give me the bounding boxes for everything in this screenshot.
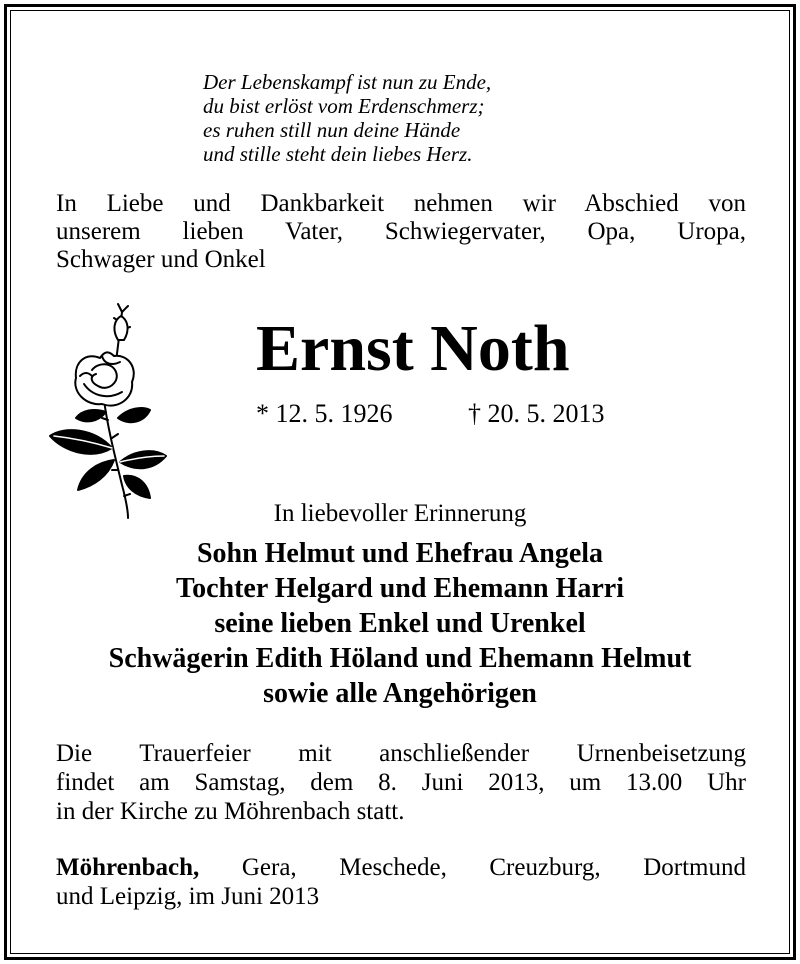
place-line [56, 853, 746, 882]
place-date [56, 853, 746, 911]
intro-line: unserem lieben Vater, Schwiegervater, Opa, Uropa, [56, 218, 746, 245]
intro-text [56, 190, 746, 274]
ceremony-text [56, 739, 746, 826]
memory-line: In liebevoller Erinnerung [273, 500, 527, 527]
place-rest: Gera, Meschede, Creuzburg, Dortmund [199, 854, 746, 881]
family-line: Sohn Helmut und Ehefrau Angela [196, 538, 604, 569]
family-line: seine lieben Enkel und Urenkel [214, 608, 586, 639]
ceremony-line: in der Kirche zu Möhrenbach statt. [56, 798, 405, 825]
family-list [40, 536, 760, 711]
intro-line: In Liebe und Dankbarkeit nehmen wir Abschied von [56, 190, 746, 217]
birth-date: * 12. 5. 1926 [256, 399, 393, 428]
family-line: sowie alle Angehörigen [263, 678, 537, 709]
poem-line: Der Lebenskampf ist nun zu Ende, [203, 70, 492, 94]
poem-line: und stille steht dein liebes Herz. [203, 142, 473, 166]
death-date: † 20. 5. 2013 [468, 399, 605, 428]
intro-line: Schwager und Onkel [56, 246, 266, 273]
place-line: und Leipzig, im Juni 2013 [56, 883, 320, 910]
place-bold: Möhrenbach, [56, 854, 200, 881]
family-line: Schwägerin Edith Höland und Ehemann Helmut [108, 643, 692, 674]
family-line: Tochter Helgard und Ehemann Harri [175, 573, 625, 604]
poem [203, 70, 623, 166]
ceremony-line: Die Trauerfeier mit anschließender Urnenbeisetzung [56, 740, 746, 767]
poem-line: es ruhen still nun deine Hände [203, 118, 461, 142]
rose-icon [42, 300, 172, 520]
ceremony-line: findet am Samstag, dem 8. Juni 2013, um 13.00 Uhr [56, 769, 746, 796]
deceased-name: Ernst Noth [256, 312, 570, 385]
poem-line: du bist erlöst vom Erdenschmerz; [203, 94, 485, 118]
